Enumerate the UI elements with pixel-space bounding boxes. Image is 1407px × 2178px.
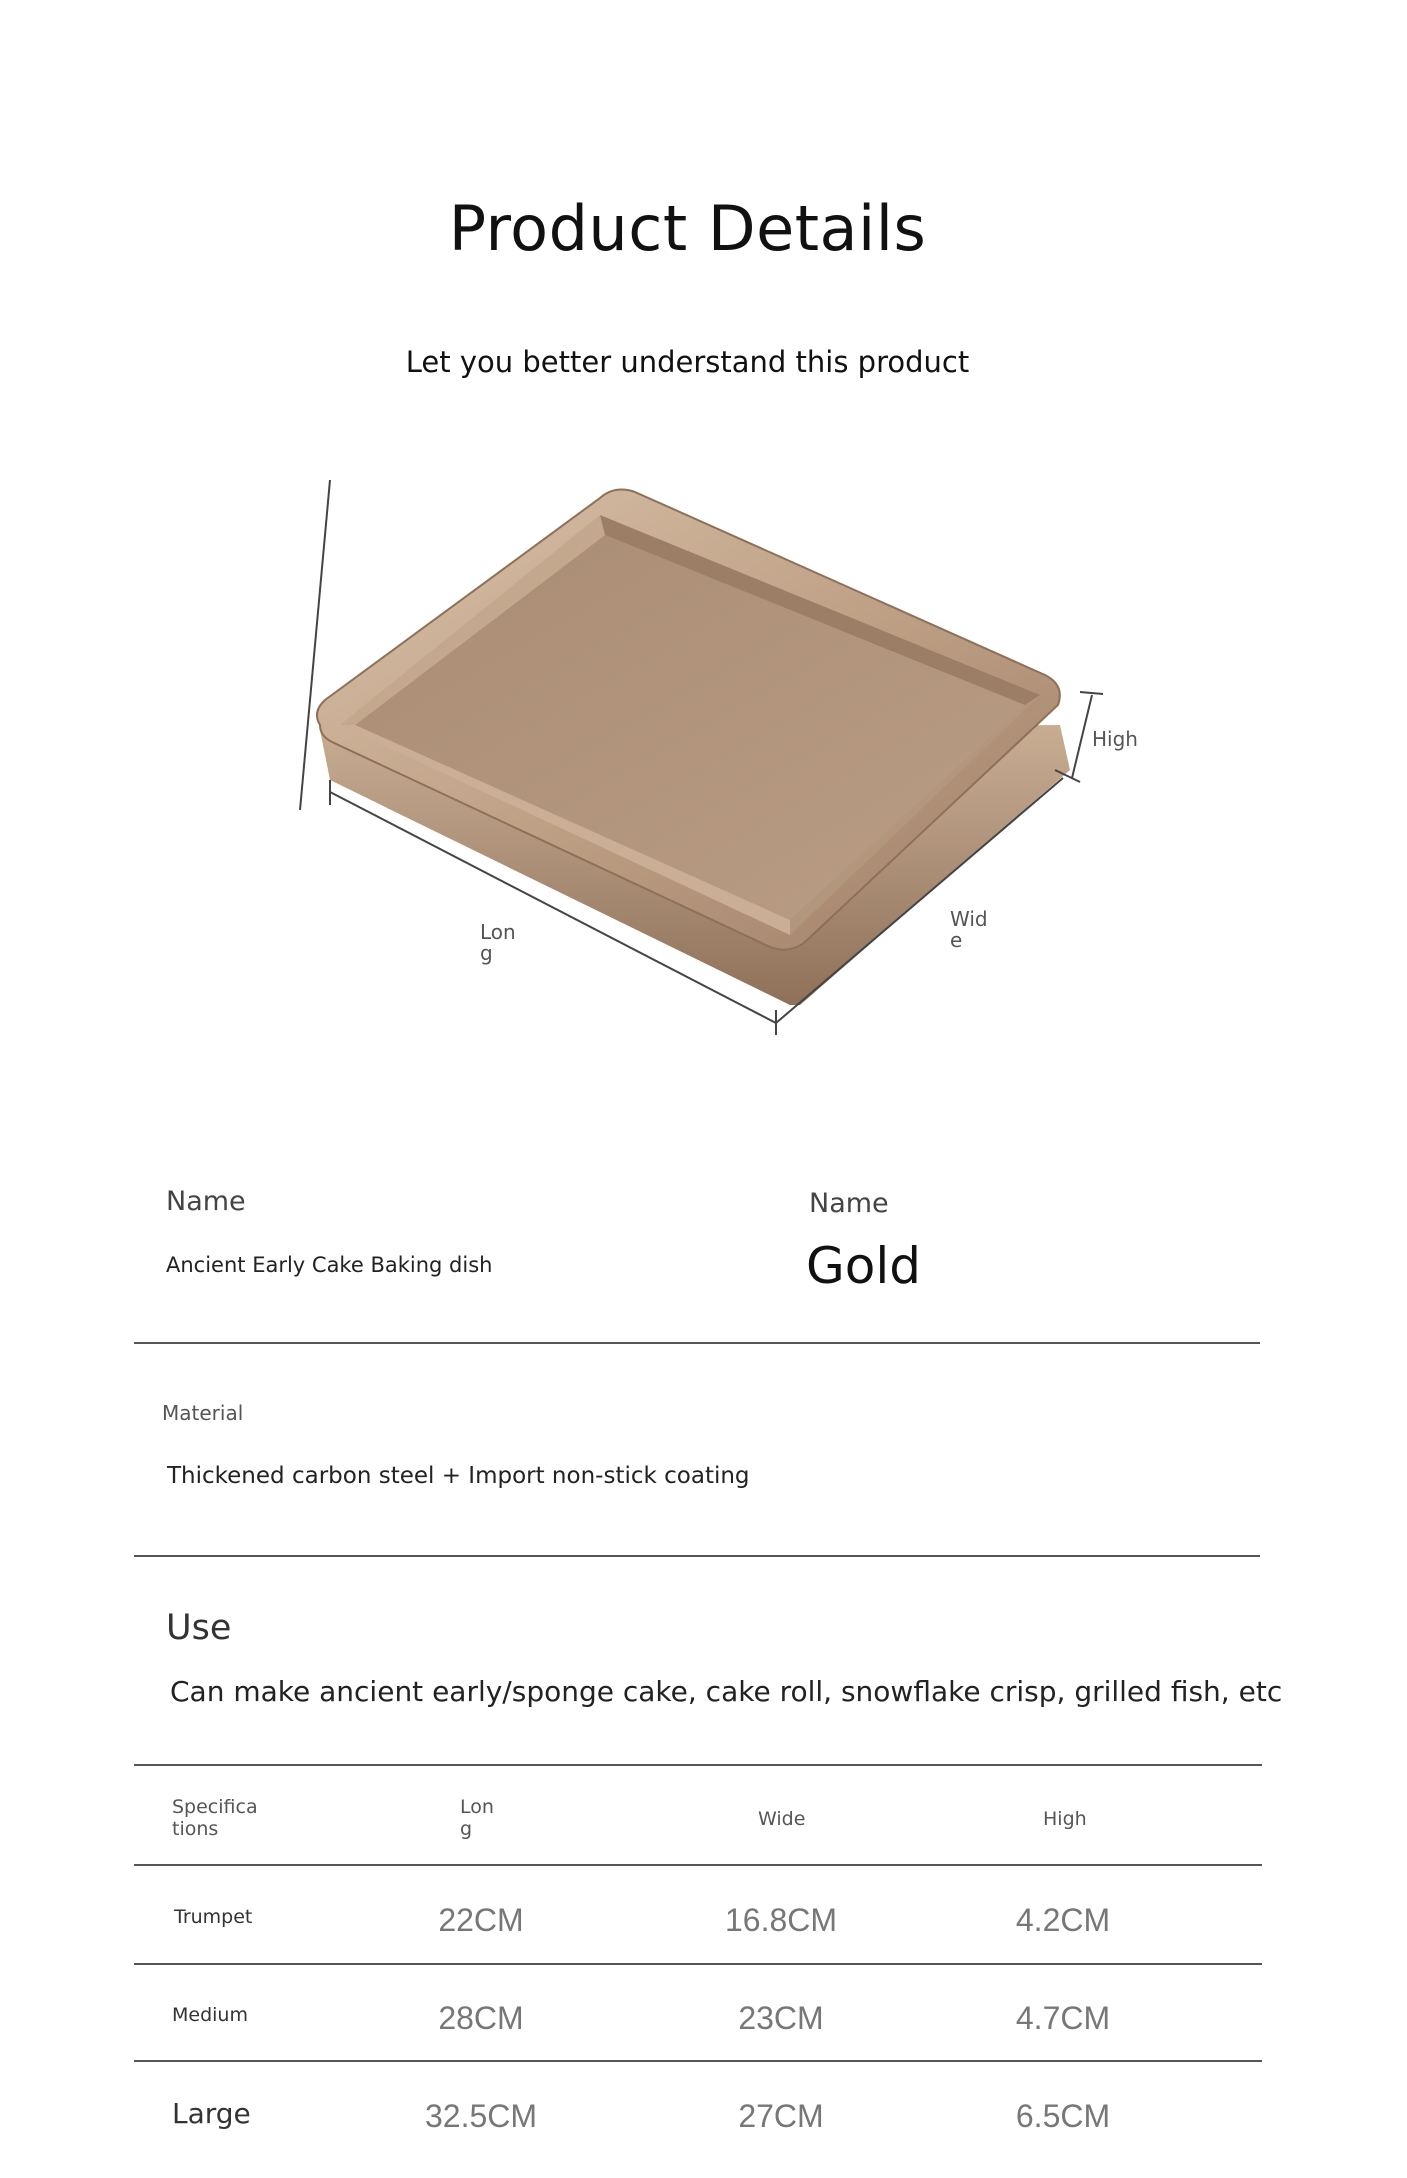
table-cell-high: 4.2CM	[1015, 1902, 1111, 1938]
divider-2	[134, 1555, 1260, 1557]
spec-header-long: Lon g	[460, 1796, 494, 1840]
material-value: Thickened carbon steel + Import non-stick coating	[167, 1463, 750, 1489]
table-row-name: Large	[172, 2097, 251, 2130]
long-label-line1: Lon	[480, 920, 516, 944]
name-value: Ancient Early Cake Baking dish	[166, 1253, 493, 1277]
table-divider-1	[134, 1963, 1262, 1965]
use-value: Can make ancient early/sponge cake, cake roll, snowflake crisp, grilled fish, etc	[170, 1675, 1283, 1708]
wide-label-line2: e	[950, 928, 963, 952]
color-value: Gold	[806, 1237, 921, 1295]
page-title: Product Details	[448, 192, 927, 265]
long-label-line2: g	[480, 941, 493, 965]
table-row-name: Medium	[172, 2004, 248, 2026]
high-label: High	[1092, 727, 1138, 751]
table-cell-long: 22CM	[438, 1902, 524, 1938]
wide-label-line1: Wid	[950, 907, 988, 931]
table-cell-wide: 27CM	[738, 2098, 824, 2134]
table-divider-header	[134, 1864, 1262, 1866]
table-cell-long: 28CM	[438, 2000, 524, 2036]
table-cell-high: 4.7CM	[1015, 2000, 1111, 2036]
name-label: Name	[166, 1186, 246, 1217]
divider-3	[134, 1764, 1262, 1766]
table-cell-wide: 23CM	[738, 2000, 824, 2036]
color-label: Name	[809, 1188, 889, 1219]
table-divider-2	[134, 2060, 1262, 2062]
long-dimension-line	[300, 480, 330, 810]
table-cell-wide: 16.8CM	[724, 1902, 838, 1938]
table-cell-high: 6.5CM	[1015, 2098, 1111, 2134]
spec-header-specifications: Specifica tions	[172, 1796, 258, 1840]
page-subtitle: Let you better understand this product	[405, 345, 970, 379]
baking-pan-illustration	[300, 480, 1138, 1080]
table-cell-long: 32.5CM	[424, 2098, 538, 2134]
use-label: Use	[166, 1608, 232, 1648]
material-label: Material	[162, 1401, 244, 1425]
divider-1	[134, 1342, 1260, 1344]
spec-header-wide: Wide	[758, 1808, 806, 1830]
table-row-name: Trumpet	[174, 1906, 253, 1928]
spec-header-high: High	[1043, 1808, 1087, 1830]
